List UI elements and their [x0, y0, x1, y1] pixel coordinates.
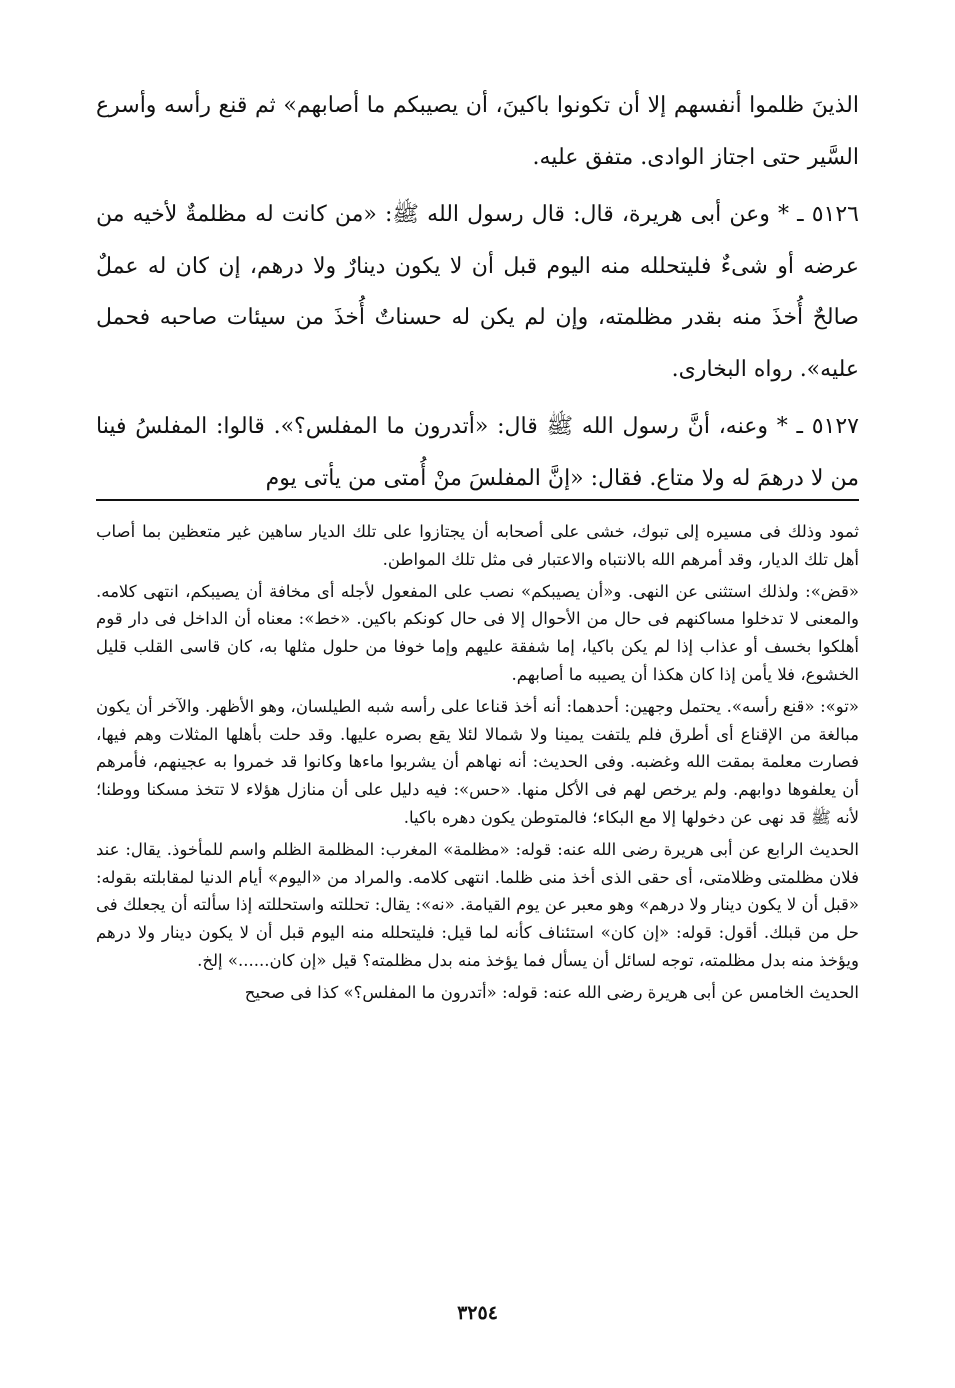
page-number: ٣٢٥٤: [457, 1302, 498, 1324]
commentary-block: [96, 518, 859, 1007]
commentary-paragraph: ثمود وذلك فى مسيره إلى تبوك، خشى على أصحابه أن يجتازوا على تلك الديار ساهين غير متعظين بما أصاب أهل تلك الديار، وقد أمرهم الله بالانتباه والاعتبار فى مثل تلك المواطن.: [96, 522, 859, 569]
commentary-paragraph: الحديث الخامس عن أبى هريرة رضى الله عنه: قوله: «أتدرون ما المفلس؟» كذا فى صحيح: [244, 982, 859, 1002]
hadith-paragraph-5126: ٥١٢٦ ـ * وعن أبى هريرة، قال: قال رسول الله ﷺ: «من كانت له مظلمةٌ لأخيه من عرضه أو شىءٌ فليتحلله منه اليوم قبل أن لا يكون دينارٌ ولا درهم، إن كان له عملٌ صالحٌ أُخذَ منه بقدر مظلمته، وإن لم يكن له حسناتٌ أُخذَ من سيئات صاحبه فحمل عليه». رواه البخارى.: [96, 202, 859, 382]
commentary-paragraph: الحديث الرابع عن أبى هريرة رضى الله عنه: قوله: «مظلمة» المغرب: المظلمة الظلم واسم للمأخوذ. يقال: عند فلان مظلمتى وظلامتى، أى حقى الذى أخذ منى ظلما. انتهى كلامه. والمراد من «اليوم» أيام الدنيا لمقابلته بقوله: «قبل أن لا يكون دينار ولا درهم» وهو معبر عن يوم القيامة. «نه»: يقال: تحللته واستحللته إذا سألته أن يجعلك فى حل من قبلك. أقول: قوله: «إن كان» استئناف كأنه لما قيل: فليتحلله منه اليوم قبل أن لا يكون دينار ولا درهم ويؤخذ منه بدل مظلمته، توجه لسائل أن يسأل فما يؤخذ منه بدل مظلمته؟ قيل «إن كان......» إلخ.: [96, 839, 859, 970]
commentary-paragraph: «قض»: ولذلك استثنى عن النهى. و«أن يصيبكم» نصب على المفعول لأجله أى مخافة أن يصيبكم، انتهى كلامه. والمعنى لا تدخلوا مساكنهم فى حال من الأحوال إلا فى حال كونكم باكين. «خط»: معناه أن الداخل فى دار قوم أهلكوا بخسف أو عذاب إذا لم يكن باكيا، إما شفقة عليهم وإما خوفا من حلول مثلها به، كان قاسى القلب قليل الخشوع، فلا يأمن إذا كان هكذا أن يصيبه ما أصابهم.: [96, 581, 859, 684]
hadith-paragraph-continuation: الذينَ ظلموا أنفسهم إلا أن تكونوا باكينَ، أن يصيبكم ما أصابهم» ثم قنع رأسه وأسرع السَّير حتى اجتاز الوادى. متفق عليه.: [96, 93, 859, 170]
hadith-paragraph-5127: ٥١٢٧ ـ * وعنه، أنَّ رسول الله ﷺ قال: «أتدرون ما المفلس؟». قالوا: المفلسُ فينا من لا درهمَ له ولا متاع. فقال: «إنَّ المفلسَ منْ أُمتى من يأتى يوم: [96, 414, 859, 491]
commentary-paragraph: «تو»: «قنع رأسه». يحتمل وجهين: أحدهما: أنه أخذ قناعا على رأسه شبه الطيلسان، وهو الأظهر. والآخر أن يكون مبالغة من الإقناع أى أطرق فلم يلتفت يمينا ولا شمالا لئلا يقع بصره عليها. وقد حلت بأهلها المثلات وهم فيها، فصارت معلمة بمقت الله وغضبه. وفى الحديث: أنه نهاهم أن يشربوا ماءها وكانوا قد خمروا به عجينهم، فأمرهم أن يعلفوها دوابهم. ولم يرخص لهم فى الأكل منها. «حس»: فيه دليل على أن منازل هؤلاء لا تتخذ مسكنا ووطنا؛ لأنه ﷺ قد نهى عن دخولها إلا مع البكاء؛ فالمتوطن يكون دهره باكيا.: [96, 696, 859, 827]
hadith-text-block: [96, 80, 859, 504]
footnote-divider: [96, 499, 859, 501]
